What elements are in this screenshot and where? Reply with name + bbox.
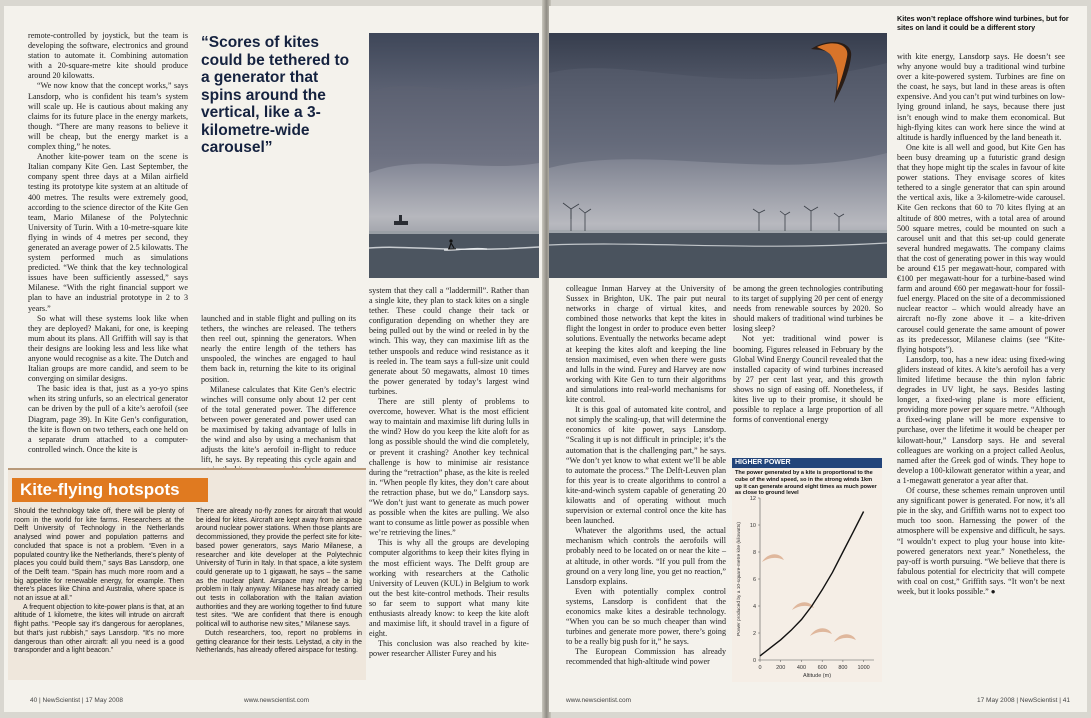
left-col3-paragraph: This is why all the groups are developing computer algorithms to keep their kites flying in the most efficient ways. The Delft group are working with researchers at the Catholic University of Leuven (KUL) in Belgium to work out the best kite-control methods. Their results so far seem to support what many kite enthusiasts already know: to keep the kite aloft and maximise lift, it should travel in a figure of eight. bbox=[369, 538, 529, 639]
y-tick-label: 2 bbox=[752, 631, 756, 637]
x-tick-label: 0 bbox=[758, 665, 762, 671]
y-tick-label: 10 bbox=[749, 523, 756, 529]
pull-quote: “Scores of kites could be tethered to a generator that spins around the vertical, like a 3-kilometre-wide carousel” bbox=[201, 34, 350, 156]
right-col1-paragraph: colleague Inman Harvey at the University of Sussex in Brighton, UK. The pair put neural networks in charge of virtual kites, and combined those networks that kept the kites in flight the longest in order to produce even better solutions. Eventually the networks became adept at keeping the kites aloft and keeping the line tension maximised, even when there were gusts and lulls in the wind. Furey and Harvey are now working with Kite Gen to turn their algorithms and simulations into real-world mechanisms for kite control. bbox=[566, 284, 726, 405]
sky-sea-image bbox=[369, 33, 539, 278]
hotspots-title: Kite-flying hotspots bbox=[12, 478, 208, 502]
hotspots-column-1 bbox=[14, 508, 184, 678]
left-col2-paragraph: Milanese calculates that Kite Gen’s electric winches will consume only about 12 per cent of the total generated power. The difference between power generated and power used can be maximised by taking advantage of lulls in the wind and also by using a mechanism that adjusts the kite’s aerofoil in-flight to reduce lift, he says. By repeating this cycle again and bbox=[201, 384, 356, 465]
right-col2-paragraph: be among the green technologies contributing to its target of supplying 20 per cent of energy needs from renewable sources by 2020. So should makers of traditional wind turbines be losing sleep? bbox=[733, 284, 883, 334]
x-tick-label: 600 bbox=[817, 665, 827, 671]
x-tick-label: 200 bbox=[776, 665, 786, 671]
right-column-1 bbox=[566, 284, 726, 682]
right-footer: 17 May 2008 | NewScientist | 41 bbox=[977, 697, 1070, 704]
left-col2-paragraph: launched and in stable flight and pulling on its tethers, the winches are released. The tethers then reel out, spinning the generators. When nearly the entire length of the tethers has unspooled, the winches are engaged to haul them back in, returning the kite to its original position. bbox=[201, 314, 356, 384]
higher-power-chart-box bbox=[732, 458, 882, 682]
chart-title: HIGHER POWER bbox=[732, 458, 882, 468]
right-col1-paragraph: It is this goal of automated kite control, and not simply the scaling-up, that will determine the economics of kite power, says Lansdorp. “Scaling it up is not difficult in principle; it’s the automation that is the challenging part,” he says. “We don’t yet know to what extent we’ll be able to automate the process.” The Delft-Leuven plan for this year is to create algorithms to control a kite-and-winch system capable of generating 20 kilowatts and of operating without much supervision or external control once the kite has been launched. bbox=[566, 405, 726, 526]
left-col1-paragraph: Another kite-power team on the scene is Italian company Kite Gen. Last September, the company spent three days at a Milan airfield testing its prototype kite system at an altitude of 400 metres. The results were extremely good, according to the science director of the Kite Gen team, Mario Milanese of the Polytechnic University of Turin. With a 10-metre-square kite flying in winds of 4 metres per second, they generated an average power of 2.5 kilowatts. The system performed much as simulations predicted. “We think that the key technological issues have been sufficiently assessed,” says Milanese. “With the right financial support we plan to have an industrial prototype in 2 to 3 years.” bbox=[28, 152, 188, 313]
left-footer-url: www.newscientist.com bbox=[244, 697, 310, 704]
y-tick-label: 0 bbox=[752, 658, 756, 664]
left-col1-paragraph: “We now know that the concept works,” says Lansdorp, who is confident his team’s system will scale up. He is cautious about making any claims for its future place in the energy markets, though. “There are many reasons to believe it will be cheap, but the energy market is a complex thing,” he notes. bbox=[28, 81, 188, 152]
right-col1-paragraph: The European Commission has already recommended that high-altitude wind power bbox=[566, 647, 726, 667]
x-tick-label: 1000 bbox=[857, 665, 870, 671]
left-footer: 40 | NewScientist | 17 May 2008 bbox=[30, 697, 123, 704]
y-tick-label: 6 bbox=[752, 577, 756, 583]
right-col3-paragraph: Of course, these schemes remain unproven until any significant power is generated. For now, it’s all pie in the sky, and Griffith warns not to expect too much too soon. Harnessing the power of the atmosphere will be expensive and difficult, he says. “I wouldn’t expect to plug your house into kite-powered generators next year.” Nonetheless, the pay-off is worth pursuing. “We believe that there is fabulous potential for electricity that will compete with coal on cost,” Griffith says. “It won’t be next week, but it looks possible.” ● bbox=[897, 486, 1065, 596]
kite-sketch-icon bbox=[810, 628, 832, 636]
right-col3-paragraph: One kite is all well and good, but Kite Gen has been busy dreaming up a futuristic grand design that they hope might tip the scales in favour of kite power stations. They envisage scores of kites tethered to a single generator that can spin around the vertical axis, like a 3-kilometre-wide carousel. Kite Gen reckons that 60 to 70 kites flying at an altitude of 800 metres, with a total area of around 500 square metres, could be mounted on such a carousel unit and that this set-up could generate several hundred megawatts. The company claims that the cost of generating power in this way would be around €15 per megawatt-hour, compared with €100 per megawatt-hour for a turbine-based wind farm and around €60 per megawatt-hour for fossil-fuel energy. Placed on the site of a decommissioned nuclear reactor – which would already have an aircraft no-fly zone above it – a kite-driven carousel could generate the same amount of power as its predecessor, Milanese claims (see “Kite-flying hotspots”). bbox=[897, 142, 1065, 354]
right-col3-paragraph: with kite energy, Lansdorp says. He doesn’t see why anyone would buy a traditional wind turbine over a kite-powered system. Turbines are fine on the coast, he says, but land in these areas is often expensive. And you can’t put wind turbines on low-lying ground inland, he says, because there just isn’t enough wind to make them economical. But high-flying kites can work here since the wind at altitude is hardly influenced by the land beneath it. bbox=[897, 52, 1065, 142]
y-tick-label: 12 bbox=[749, 496, 756, 502]
kite-sketch-icon bbox=[762, 554, 784, 562]
left-col1-paragraph: So what will these systems look like when they are deployed? Makani, for one, is keeping mum about its plans. All Griffith will say is that their designs are looking less and less like what anyone would recognise as a kite. The Dutch and Italian groups are more candid, and seem to be converging on similar designs. bbox=[28, 313, 188, 384]
right-col1-paragraph: Even with potentially complex control systems, Lansdorp is confident that the economics make kites a desirable technology. “When you can be so much cheaper than wind turbines and generate more power, there’s going to be a really big push for it,” he says. bbox=[566, 586, 726, 647]
left-col3-paragraph: This conclusion was also reached by kite-power researcher Allister Furey and his bbox=[369, 639, 529, 659]
sky-sea-image-right bbox=[549, 33, 887, 278]
y-axis-label: Power produced by a 10-square-metre kite (kilowatts) bbox=[737, 522, 742, 636]
kite-flying-hotspots-box bbox=[8, 468, 366, 680]
kite-surfer-photo-right bbox=[549, 33, 887, 278]
x-axis-label: Altitude (m) bbox=[802, 673, 832, 679]
right-column-3 bbox=[897, 52, 1065, 682]
left-col3-paragraph: There are still plenty of problems to overcome, however. What is the most efficient way to maintain and maximise lift during lulls in the wind? How do you keep the kite aloft for as long as possible should the wind die completely, or prevent it crashing? Another key technical challenge is how to minimise air resistance during the “retraction” phase, as the kite is reeled in. “When people fly kites, they don’t care about the retraction phase, but we do,” Lansdorp says. “We don’t just want to generate as much power as possible when the kites are pulling. We also want to consume as little power as possible when we’re retrieving the lines.” bbox=[369, 397, 529, 538]
hotspots-col1-paragraph: A frequent objection to kite-power plans is that, at an altitude of 1 kilometre, the kites will intrude on aircraft flight paths. “People say it’s dangerous for aeroplanes, but that’s just rubbish,” says Lansdorp. “It’s no more dangerous than other aircraft: all you need is a good transponder and a light beacon.” bbox=[14, 603, 184, 655]
left-col3-paragraph: system that they call a “laddermill”. Rather than a single kite, they plan to stack kites on a single tether. These could change their tack or configuration depending on whether they are being pulled out by the wind or reeled in by the winch. This way, they can maximise lift as the tether unspools and reduce wind resistance as it is reeled in. The team says a full-size unit could generate about 50 megawatts, almost 10 times the power generated by today’s largest wind turbines. bbox=[369, 286, 529, 396]
y-tick-label: 8 bbox=[752, 550, 756, 556]
right-col1-paragraph: Whatever the algorithms used, the actual mechanism which controls the aerofoils will probably need to be located on or near the kite – at altitude, in other words. “If you pull from the ground on a very long line, you get no reaction,” Lansdorp explains. bbox=[566, 526, 726, 586]
x-tick-label: 400 bbox=[796, 665, 807, 671]
power-altitude-chart bbox=[732, 492, 882, 682]
right-column-2 bbox=[733, 284, 883, 454]
hotspots-col1-paragraph: Should the technology take off, there will be plenty of room in the world for kite farms. Researchers at the Delft University of Technology in the Netherlands analysed wind power and population patterns and concluded that space is not a problem. “Even in a populated country like the Netherlands, there’s plenty of places you could build them,” says Bas Lansdorp, one of the Delft team. “Spain has much more room and a big appetite for renewable energy, for example. Then there’s places like China and Australia, where space is not an issue at all.” bbox=[14, 508, 184, 603]
left-column-1 bbox=[28, 31, 188, 463]
right-col3-paragraph: Lansdorp, too, has a new idea: using fixed-wing gliders instead of kites. A kite’s aerofoil has a very limited lifetime because the thin nylon fabric degrades in UV light, he says. Besides lasting longer, a fixed-wing plane is more efficient, providing more power per square metre. “Although a fixed-wing plane will be more expensive to purchase, over the lifetime it would be cheaper per kilowatt-hour,” Lansdorp says. He and several colleagues are working on a project called Aeolus, named after the Greek god of winds. They hope to develop a 100-kilowatt generator within a year, and a 1-megawatt generator a year after that. bbox=[897, 354, 1065, 485]
left-col1-paragraph: The basic idea is that, just as a yo-yo spins when its string unfurls, so an electrical generator can be driven by the pull of a kite’s aerofoil (see Diagram, page 39). In Kite Gen’s configuration, the kite is flown on two tethers, each one held on a separate drum attached to a computer-controlled winch. Once the kite is bbox=[28, 384, 188, 454]
left-column-3 bbox=[369, 286, 529, 686]
hotspots-col2-paragraph: Dutch researchers, too, report no problems in getting clearance for their tests. Lelystad, a city in the Netherlands, has already offered airspace for testing. bbox=[196, 629, 362, 655]
kite-sketch-icon bbox=[792, 602, 814, 610]
hotspots-col2-paragraph: There are already no-fly zones for aircraft that would be ideal for kites. Aircraft are kept away from airspace around nuclear power stations. When those plants are decommissioned, they provide the perfect site for kite-based power generators, says Mario Milanese, a researcher and kite developer at the Polytechnic University of Turin in Italy. In that space, a kite system could generate up to 1 gigawatt, he says – the same as the nuclear plant. Airspace may not be a big problem in Italy anyway: Milanese has already carried out tests in collaboration with the Italian aviation authorities and they are working together to find future test sites. “We are confident that there is enough political will to authorise new sites,” Milanese says. bbox=[196, 508, 362, 629]
left-column-2 bbox=[201, 314, 356, 464]
right-footer-url: www.newscientist.com bbox=[566, 697, 632, 704]
right-col2-paragraph: Not yet: traditional wind power is booming. Figures released in February by the Global Wind Energy Council revealed that the installed capacity of wind turbines increased by 27 per cent last year, and this growth shows no sign of easing off. Nonetheless, if kites live up to their promise, it should be possible to replace a large proportion of all forms of conventional energy bbox=[733, 334, 883, 425]
right-page bbox=[549, 6, 1087, 712]
hotspots-column-2 bbox=[196, 508, 362, 678]
left-col1-paragraph: remote-controlled by joystick, but the team is developing the software, electronics and ground station to automate it. Combining automation with a 20-square-metre kite should produce around 20 kilowatts. bbox=[28, 31, 188, 81]
kite-sketch-icon bbox=[834, 634, 856, 642]
x-tick-label: 800 bbox=[838, 665, 848, 671]
left-page bbox=[4, 6, 544, 712]
photo-caption: Kites won’t replace offshore wind turbines, but for sites on land it could be a different story bbox=[897, 14, 1069, 32]
chart-subtitle: The power generated by a kite is proportional to the cube of the wind speed, so in the strong winds 1km up it can generate around eight times as much power as close to ground level bbox=[735, 470, 877, 497]
y-tick-label: 4 bbox=[752, 604, 756, 610]
kite-surfer-photo-left bbox=[369, 33, 539, 278]
